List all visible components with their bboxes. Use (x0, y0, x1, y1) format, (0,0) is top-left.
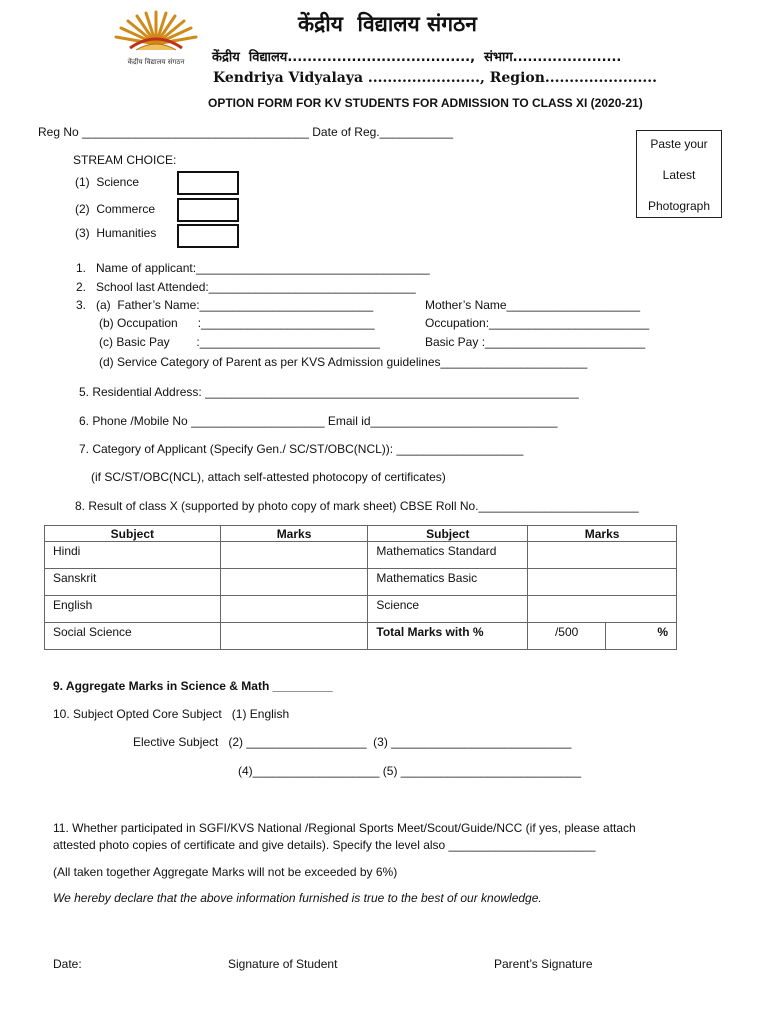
marks-input-cell[interactable] (528, 542, 677, 569)
header-marks: Marks (220, 526, 368, 542)
phone-email-field[interactable]: 6. Phone /Mobile No ____________________ Email id____________________________ (79, 414, 558, 428)
table-row (45, 542, 677, 569)
percentage-input[interactable]: % (606, 623, 677, 650)
photo-label-3: Photograph (647, 199, 711, 213)
subject-cell: Mathematics Standard (368, 542, 528, 569)
svg-text:केंद्रीय विद्यालय संगठन: केंद्रीय विद्यालय संगठन (127, 58, 185, 66)
photo-label-1: Paste your (650, 137, 708, 151)
stream-humanities-checkbox[interactable] (177, 224, 239, 248)
header-subject: Subject (45, 526, 221, 542)
header-marks: Marks (528, 526, 677, 542)
residential-address-field[interactable]: 5. Residential Address: ________________________________________________________ (79, 385, 579, 399)
marks-input-cell[interactable] (220, 596, 368, 623)
stream-commerce-label: (2) Commerce (75, 202, 156, 216)
elective-subjects-field-a[interactable]: Elective Subject (2) __________________ (3) ___________________________ (133, 735, 572, 749)
sports-level-field[interactable]: attested photo copies of certificate and give details). Specify the level also ______________________ (53, 838, 596, 852)
mother-basic-pay-field[interactable]: Basic Pay :________________________ (425, 335, 646, 349)
aggregate-note: (All taken together Aggregate Marks will not be exceeded by 6%) (53, 865, 398, 879)
stream-science-checkbox[interactable] (177, 171, 239, 195)
sports-participation-question: 11. Whether participated in SGFI/KVS National /Regional Sports Meet/Scout/Guide/NCC (if yes, please attach (53, 821, 636, 835)
marks-input-cell[interactable] (528, 596, 677, 623)
subject-cell: Sanskrit (45, 569, 221, 596)
marks-input-cell[interactable] (220, 569, 368, 596)
applicant-name-field[interactable]: 1. Name of applicant:___________________________________ (76, 261, 430, 275)
student-signature-label: Signature of Student (228, 957, 338, 971)
subject-cell: Social Science (45, 623, 221, 650)
category-field[interactable]: 7. Category of Applicant (Specify Gen./ SC/ST/OBC(NCL)): ___________________ (79, 442, 524, 456)
declaration-text: We hereby declare that the above information furnished is true to the best of our knowledge. (53, 891, 542, 905)
subject-cell: English (45, 596, 221, 623)
table-row (45, 596, 677, 623)
school-last-attended-field[interactable]: 2. School last Attended:_______________________________ (76, 280, 416, 294)
father-name-field[interactable]: 3. (a) Father’s Name:__________________________ (76, 298, 374, 312)
elective-subjects-field-b[interactable]: (4)___________________ (5) ___________________________ (238, 764, 581, 778)
form-title: OPTION FORM FOR KV STUDENTS FOR ADMISSION TO CLASS XI (2020-21) (208, 96, 643, 110)
category-note: (if SC/ST/OBC(NCL), attach self-attested photocopy of certificates) (91, 470, 446, 484)
kvs-logo (108, 8, 204, 70)
marks-input-cell[interactable] (220, 623, 368, 650)
subject-cell: Science (368, 596, 528, 623)
mother-name-field[interactable]: Mother’s Name____________________ (425, 298, 641, 312)
photo-label-2: Latest (662, 168, 696, 182)
photo-box (636, 130, 722, 218)
father-occupation-field[interactable]: (b) Occupation :__________________________ (99, 316, 375, 330)
stream-humanities-label: (3) Humanities (75, 226, 157, 240)
total-marks-label: Total Marks with % (368, 623, 528, 650)
stream-title: STREAM CHOICE: (73, 153, 177, 167)
stream-science-label: (1) Science (75, 175, 140, 189)
mother-occupation-field[interactable]: Occupation:________________________ (425, 316, 650, 330)
subject-cell: Hindi (45, 542, 221, 569)
marks-input-cell[interactable] (528, 569, 677, 596)
org-name-hindi: केंद्रीय विद्यालय संगठन (298, 12, 477, 36)
kv-region-hindi: केंद्रीय विद्यालय....................................., संभाग...................... (212, 50, 622, 65)
table-row (45, 623, 677, 650)
stream-commerce-checkbox[interactable] (177, 198, 239, 222)
class-x-result-field[interactable]: 8. Result of class X (supported by photo copy of mark sheet) CBSE Roll No.________________________ (75, 499, 639, 513)
parent-signature-label: Parent’s Signature (494, 957, 593, 971)
table-header-row (45, 526, 677, 542)
total-marks-input[interactable]: /500 (528, 623, 606, 650)
marks-table (44, 525, 677, 650)
father-basic-pay-field[interactable]: (c) Basic Pay :___________________________ (99, 335, 380, 349)
kv-region-english: Kendriya Vidyalaya ......................., Region....................... (213, 70, 658, 86)
date-label: Date: (53, 957, 82, 971)
service-category-field[interactable]: (d) Service Category of Parent as per KVS Admission guidelines______________________ (99, 355, 588, 369)
marks-input-cell[interactable] (220, 542, 368, 569)
core-subject-field: 10. Subject Opted Core Subject (1) English (53, 707, 290, 721)
table-row (45, 569, 677, 596)
reg-no-field[interactable]: Reg No __________________________________ Date of Reg.___________ (38, 125, 454, 139)
header-subject: Subject (368, 526, 528, 542)
subject-cell: Mathematics Basic (368, 569, 528, 596)
aggregate-marks-field[interactable]: 9. Aggregate Marks in Science & Math _________ (53, 679, 333, 693)
